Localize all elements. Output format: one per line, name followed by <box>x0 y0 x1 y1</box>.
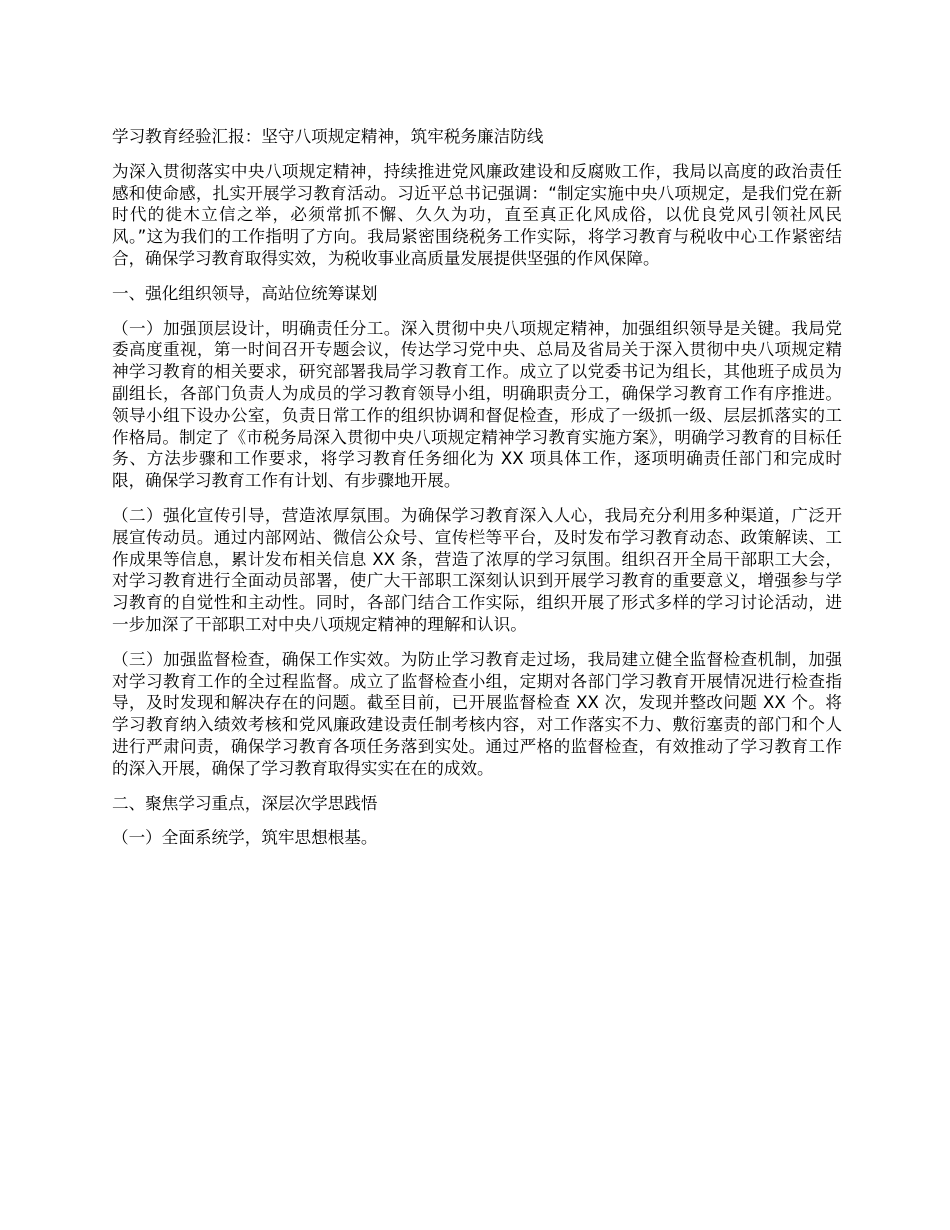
paragraph-1-1: （一）加强顶层设计，明确责任分工。深入贯彻中央八项规定精神，加强组织领导是关键。我局党委高度重视，第一时间召开专题会议，传达学习党中央、总局及省局关于深入贯彻中央八项规定精神学习教育的相关要求，研究部署我局学习教育工作。成立了以党委书记为组长，其他班子成员为副组长，各部门负责人为成员的学习教育领导小组，明确职责分工，确保学习教育工作有序推进。领导小组下设办公室，负责日常工作的组织协调和督促检查，形成了一级抓一级、层层抓落实的工作格局。制定了《市税务局深入贯彻中央八项规定精神学习教育实施方案》，明确学习教育的目标任务、方法步骤和工作要求，将学习教育任务细化为 XX 项具体工作，逐项明确责任部门和完成时限，确保学习教育工作有计划、有步骤地开展。 <box>112 318 842 491</box>
section-heading-1: 一、强化组织领导，高站位统筹谋划 <box>112 283 378 303</box>
section-heading-2: 二、聚焦学习重点，深层次学思践悟 <box>112 793 378 813</box>
intro-paragraph: 为深入贯彻落实中央八项规定精神，持续推进党风廉政建设和反腐败工作，我局以高度的政治责任感和使命感，扎实开展学习教育活动。习近平总书记强调：“制定实施中央八项规定，是我们党在新时代的徙木立信之举，必须常抓不懈、久久为功，直至真正化风成俗，以优良党风引领社风民风。”这为我们的工作指明了方向。我局紧密围绕税务工作实际，将学习教育与税收中心工作紧密结合，确保学习教育取得实效，为税收事业高质量发展提供坚强的作风保障。 <box>112 161 842 268</box>
paragraph-1-2: （二）强化宣传引导，营造浓厚氛围。为确保学习教育深入人心，我局充分利用多种渠道，广泛开展宣传动员。通过内部网站、微信公众号、宣传栏等平台，及时发布学习教育动态、政策解读、工作成果等信息，累计发布相关信息 XX 条，营造了浓厚的学习氛围。组织召开全局干部职工大会，对学习教育进行全面动员部署，使广大干部职工深刻认识到开展学习教育的重要意义，增强参与学习教育的自觉性和主动性。同时，各部门结合工作实际，组织开展了形式多样的学习讨论活动，进一步加深了干部职工对中央八项规定精神的理解和认识。 <box>112 505 842 634</box>
paragraph-1-3: （三）加强监督检查，确保工作实效。为防止学习教育走过场，我局建立健全监督检查机制，加强对学习教育工作的全过程监督。成立了监督检查小组，定期对各部门学习教育开展情况进行检查指导，及时发现和解决存在的问题。截至目前，已开展监督检查 XX 次，发现并整改问题 XX 个。将学习教育纳入绩效考核和党风廉政建设责任制考核内容，对工作落实不力、敷衍塞责的部门和个人进行严肃问责，确保学习教育各项任务落到实处。通过严格的监督检查，有效推动了学习教育工作的深入开展，确保了学习教育取得实实在在的成效。 <box>112 649 842 778</box>
paragraph-2-1: （一）全面系统学，筑牢思想根基。 <box>112 828 378 848</box>
document-page <box>112 126 842 862</box>
document-title: 学习教育经验汇报：坚守八项规定精神，筑牢税务廉洁防线 <box>112 127 544 146</box>
